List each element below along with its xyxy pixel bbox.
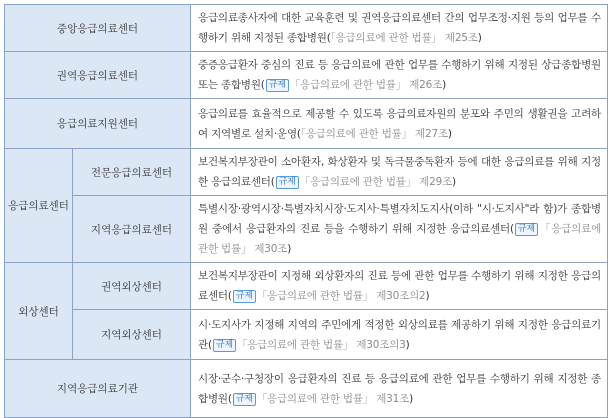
law-reference: 「응급의료에 관한 법률」 제31조 <box>256 392 410 405</box>
description-tail: ) <box>447 127 452 140</box>
description-tail: ) <box>442 79 446 91</box>
row-label: 지역외상센터 <box>73 310 191 360</box>
law-reference: 「응급의료에 관한 법률」 제27조 <box>300 127 448 140</box>
row-label: 지역응급의료센터 <box>73 196 191 263</box>
group-label-emergency-center: 응급의료센터 <box>5 149 73 263</box>
row-description <box>191 310 608 360</box>
page <box>4 4 607 408</box>
regulation-badge[interactable]: 규제 <box>233 290 256 303</box>
row-label: 전문응급의료센터 <box>73 149 191 196</box>
description-tail: ) <box>405 338 410 351</box>
regulation-badge[interactable]: 규제 <box>233 393 256 406</box>
table-row <box>5 263 608 310</box>
description-text: 보건복지부장관이 소아환자, 화상환자 및 독극물중독환자 등에 대한 응급의료를 위해 지정한 응급의료센터( <box>198 156 601 188</box>
law-reference: 「응급의료에 관한 법률」 제30조의3 <box>236 338 406 351</box>
row-label: 권역응급의료센터 <box>5 52 191 99</box>
row-description <box>191 52 608 99</box>
law-reference: 「응급의료에 관한 법률」 제29조 <box>299 176 452 188</box>
regulation-badge[interactable]: 규제 <box>276 176 299 189</box>
description-text: 중증응급환자 중심의 진료 등 응급의료에 관한 업무를 수행하기 위해 지정된 상급종합병원 또는 종합병원( <box>198 59 601 91</box>
table-row <box>5 99 608 149</box>
row-label: 중앙응급의료센터 <box>5 5 191 52</box>
description-tail: ) <box>452 176 456 188</box>
row-description <box>191 263 608 310</box>
row-description <box>191 99 608 149</box>
row-description <box>191 360 608 418</box>
law-reference: 「응급의료에 관한 법률」 제25조 <box>330 32 478 44</box>
row-description <box>191 196 608 263</box>
regulation-badge[interactable]: 규제 <box>515 223 538 236</box>
regulation-badge[interactable]: 규제 <box>266 79 289 92</box>
description-text: 특별시장·광역시장·특별자치시장·도지사·특별자치도지사(이하 "시·도지사"라 함)가 종합병원 중에서 응급환자의 진료 등을 수행하기 위해 지정한 응급의료센터( <box>198 203 601 235</box>
emergency-medical-institution-table <box>4 4 608 418</box>
table-row <box>5 5 608 52</box>
law-reference: 「응급의료에 관한 법률」 제26조 <box>289 79 443 91</box>
law-reference: 「응급의료에 관한 법률」 제30조 <box>198 223 602 255</box>
description-text: 응급의료를 효율적으로 제공할 수 있도록 응급의료자원의 분포와 주민의 생활권을 고려하여 지역별로 설치·운영( <box>198 107 601 140</box>
description-text: 응급의료종사자에 대한 교육훈련 및 권역응급의료센터 간의 업무조정·지원 등의 업무를 수행하기 위해 지정된 종합병원( <box>198 12 601 44</box>
row-description <box>191 149 608 196</box>
table-row <box>5 52 608 99</box>
description-tail: ) <box>287 243 292 255</box>
description-text: 시장·군수·구청장이 응급환자의 진료 등 응급의료에 관한 업무를 수행하기 위해 지정한 종합병원( <box>198 372 601 405</box>
row-label: 지역응급의료기관 <box>5 360 191 418</box>
table-row <box>5 360 608 418</box>
row-label: 응급의료지원센터 <box>5 99 191 149</box>
description-text: 보건복지부장관이 지정해 외상환자의 진료 등에 관한 업무를 수행하기 위해 지정한 응급의료센터( <box>198 270 601 302</box>
description-tail: ) <box>425 290 430 302</box>
table-row <box>5 196 608 263</box>
table-row <box>5 149 608 196</box>
table-row <box>5 310 608 360</box>
row-description <box>191 5 608 52</box>
description-text: 시·도지사가 지정해 지역의 주민에게 적정한 외상의료를 제공하기 위해 지정한 응급의료기관( <box>198 318 601 351</box>
description-tail: ) <box>477 32 482 44</box>
row-label: 권역외상센터 <box>73 263 191 310</box>
regulation-badge[interactable]: 규제 <box>213 339 236 352</box>
description-tail: ) <box>409 392 413 405</box>
law-reference: 「응급의료에 관한 법률」 제30조의2 <box>256 290 426 302</box>
group-label-trauma-center: 외상센터 <box>5 263 73 360</box>
